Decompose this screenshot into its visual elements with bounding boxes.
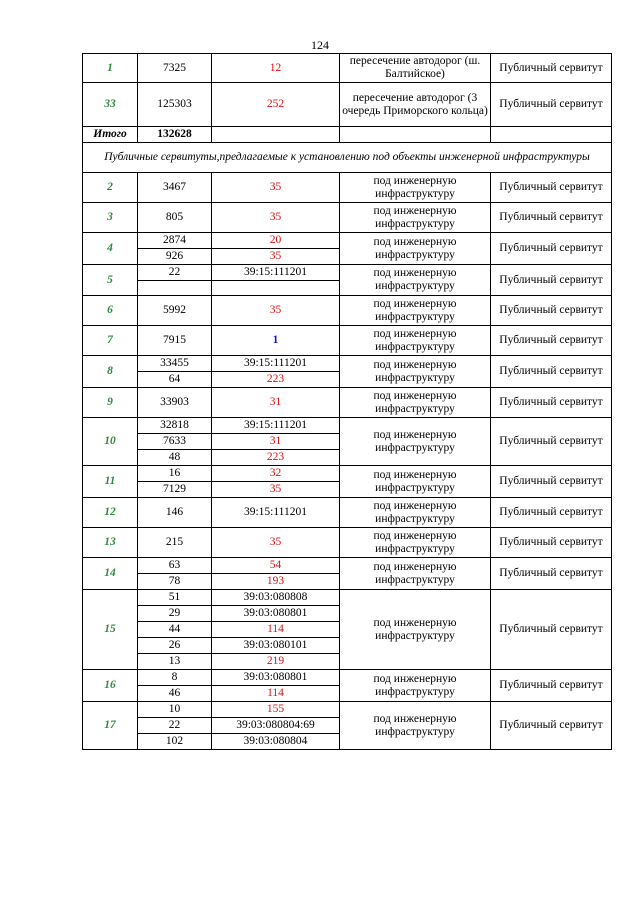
total-value: 132628 bbox=[138, 127, 212, 143]
empty-cell bbox=[212, 127, 340, 143]
usage-cell: под инженерную инфраструктуру bbox=[340, 702, 491, 750]
cadastral-cell: 54 bbox=[212, 558, 340, 574]
section-row bbox=[83, 143, 612, 173]
usage-cell: пересечение автодорог (3 очередь Приморского кольца) bbox=[340, 83, 491, 127]
table-row bbox=[83, 326, 612, 356]
usage-cell: под инженерную инфраструктуру bbox=[340, 590, 491, 670]
table-row bbox=[83, 702, 612, 718]
usage-cell: под инженерную инфраструктуру bbox=[340, 528, 491, 558]
row-number: 2 bbox=[83, 173, 138, 203]
cadastral-cell: 39:03:080804 bbox=[212, 734, 340, 750]
cadastral-cell: 193 bbox=[212, 574, 340, 590]
area-cell: 125303 bbox=[138, 83, 212, 127]
cadastral-cell: 20 bbox=[212, 233, 340, 249]
area-cell: 78 bbox=[138, 574, 212, 590]
cadastral-cell: 223 bbox=[212, 372, 340, 388]
area-cell: 2874 bbox=[138, 233, 212, 249]
type-cell: Публичный сервитут bbox=[491, 173, 612, 203]
area-cell: 22 bbox=[138, 718, 212, 734]
usage-cell: под инженерную инфраструктуру bbox=[340, 558, 491, 590]
cadastral-cell: 31 bbox=[212, 388, 340, 418]
area-cell: 26 bbox=[138, 638, 212, 654]
cadastral-cell: 39:15:111201 bbox=[212, 498, 340, 528]
type-cell: Публичный сервитут bbox=[491, 558, 612, 590]
type-cell: Публичный сервитут bbox=[491, 528, 612, 558]
area-cell: 63 bbox=[138, 558, 212, 574]
type-cell: Публичный сервитут bbox=[491, 590, 612, 670]
area-cell: 3467 bbox=[138, 173, 212, 203]
table-row bbox=[83, 233, 612, 249]
table-row bbox=[83, 203, 612, 233]
table-row bbox=[83, 296, 612, 326]
area-cell: 29 bbox=[138, 606, 212, 622]
type-cell: Публичный сервитут bbox=[491, 203, 612, 233]
usage-cell: под инженерную инфраструктуру bbox=[340, 326, 491, 356]
usage-cell: под инженерную инфраструктуру bbox=[340, 670, 491, 702]
area-cell: 16 bbox=[138, 466, 212, 482]
usage-cell: пересечение автодорог (ш. Балтийское) bbox=[340, 54, 491, 83]
type-cell: Публичный сервитут bbox=[491, 54, 612, 83]
type-cell: Публичный сервитут bbox=[491, 670, 612, 702]
row-number: 7 bbox=[83, 326, 138, 356]
row-number: 4 bbox=[83, 233, 138, 265]
table-row bbox=[83, 590, 612, 606]
table-row bbox=[83, 418, 612, 434]
cadastral-cell: 39:15:111201 bbox=[212, 418, 340, 434]
cadastral-cell: 39:03:080804:69 bbox=[212, 718, 340, 734]
cadastral-cell: 252 bbox=[212, 83, 340, 127]
type-cell: Публичный сервитут bbox=[491, 498, 612, 528]
area-cell: 33903 bbox=[138, 388, 212, 418]
type-cell: Публичный сервитут bbox=[491, 83, 612, 127]
area-cell bbox=[138, 281, 212, 296]
area-cell: 32818 bbox=[138, 418, 212, 434]
type-cell: Публичный сервитут bbox=[491, 466, 612, 498]
cadastral-cell: 35 bbox=[212, 482, 340, 498]
row-number: 5 bbox=[83, 265, 138, 296]
total-label: Итого bbox=[83, 127, 138, 143]
area-cell: 146 bbox=[138, 498, 212, 528]
cadastral-cell: 39:15:111201 bbox=[212, 265, 340, 281]
empty-cell bbox=[491, 127, 612, 143]
cadastral-cell: 35 bbox=[212, 203, 340, 233]
row-number: 9 bbox=[83, 388, 138, 418]
area-cell: 8 bbox=[138, 670, 212, 686]
area-cell: 5992 bbox=[138, 296, 212, 326]
row-number: 10 bbox=[83, 418, 138, 466]
cadastral-cell: 155 bbox=[212, 702, 340, 718]
cadastral-cell: 35 bbox=[212, 528, 340, 558]
type-cell: Публичный сервитут bbox=[491, 388, 612, 418]
type-cell: Публичный сервитут bbox=[491, 702, 612, 750]
cadastral-cell: 39:03:080101 bbox=[212, 638, 340, 654]
usage-cell: под инженерную инфраструктуру bbox=[340, 498, 491, 528]
row-number: 17 bbox=[83, 702, 138, 750]
cadastral-cell: 12 bbox=[212, 54, 340, 83]
cadastral-cell: 223 bbox=[212, 450, 340, 466]
cadastral-cell: 39:15:111201 bbox=[212, 356, 340, 372]
cadastral-cell: 114 bbox=[212, 622, 340, 638]
area-cell: 805 bbox=[138, 203, 212, 233]
cadastral-cell: 39:03:080801 bbox=[212, 670, 340, 686]
cadastral-cell bbox=[212, 281, 340, 296]
row-number: 3 bbox=[83, 203, 138, 233]
area-cell: 215 bbox=[138, 528, 212, 558]
area-cell: 48 bbox=[138, 450, 212, 466]
cadastral-cell: 35 bbox=[212, 249, 340, 265]
area-cell: 46 bbox=[138, 686, 212, 702]
table-row bbox=[83, 54, 612, 83]
area-cell: 926 bbox=[138, 249, 212, 265]
cadastral-cell: 35 bbox=[212, 296, 340, 326]
row-number: 14 bbox=[83, 558, 138, 590]
area-cell: 7915 bbox=[138, 326, 212, 356]
area-cell: 44 bbox=[138, 622, 212, 638]
empty-cell bbox=[340, 127, 491, 143]
cadastral-cell: 31 bbox=[212, 434, 340, 450]
area-cell: 10 bbox=[138, 702, 212, 718]
row-number: 6 bbox=[83, 296, 138, 326]
row-number: 33 bbox=[83, 83, 138, 127]
table-row bbox=[83, 466, 612, 482]
usage-cell: под инженерную инфраструктуру bbox=[340, 388, 491, 418]
usage-cell: под инженерную инфраструктуру bbox=[340, 466, 491, 498]
area-cell: 7633 bbox=[138, 434, 212, 450]
cadastral-cell: 39:03:080801 bbox=[212, 606, 340, 622]
cadastral-cell: 32 bbox=[212, 466, 340, 482]
row-number: 13 bbox=[83, 528, 138, 558]
table-row bbox=[83, 173, 612, 203]
area-cell: 13 bbox=[138, 654, 212, 670]
table-row bbox=[83, 528, 612, 558]
type-cell: Публичный сервитут bbox=[491, 265, 612, 296]
usage-cell: под инженерную инфраструктуру bbox=[340, 203, 491, 233]
usage-cell: под инженерную инфраструктуру bbox=[340, 356, 491, 388]
type-cell: Публичный сервитут bbox=[491, 233, 612, 265]
page-number: 124 bbox=[311, 38, 329, 52]
cadastral-cell: 35 bbox=[212, 173, 340, 203]
area-cell: 7325 bbox=[138, 54, 212, 83]
usage-cell: под инженерную инфраструктуру bbox=[340, 296, 491, 326]
table-row bbox=[83, 388, 612, 418]
cadastral-cell: 114 bbox=[212, 686, 340, 702]
area-cell: 7129 bbox=[138, 482, 212, 498]
usage-cell: под инженерную инфраструктуру bbox=[340, 418, 491, 466]
table-row bbox=[83, 83, 612, 127]
usage-cell: под инженерную инфраструктуру bbox=[340, 173, 491, 203]
cadastral-cell: 39:03:080808 bbox=[212, 590, 340, 606]
total-row bbox=[83, 127, 612, 143]
type-cell: Публичный сервитут bbox=[491, 296, 612, 326]
table-row bbox=[83, 265, 612, 281]
area-cell: 33455 bbox=[138, 356, 212, 372]
area-cell: 22 bbox=[138, 265, 212, 281]
area-cell: 51 bbox=[138, 590, 212, 606]
servitude-table bbox=[82, 53, 612, 750]
type-cell: Публичный сервитут bbox=[491, 356, 612, 388]
cadastral-cell: 219 bbox=[212, 654, 340, 670]
row-number: 12 bbox=[83, 498, 138, 528]
type-cell: Публичный сервитут bbox=[491, 418, 612, 466]
row-number: 16 bbox=[83, 670, 138, 702]
row-number: 11 bbox=[83, 466, 138, 498]
row-number: 15 bbox=[83, 590, 138, 670]
area-cell: 64 bbox=[138, 372, 212, 388]
usage-cell: под инженерную инфраструктуру bbox=[340, 265, 491, 296]
table-row bbox=[83, 498, 612, 528]
area-cell: 102 bbox=[138, 734, 212, 750]
table-row bbox=[83, 670, 612, 686]
table-row bbox=[83, 356, 612, 372]
cadastral-cell: 1 bbox=[212, 326, 340, 356]
section-title: Публичные сервитуты,предлагаемые к установлению под объекты инженерной инфраструктуры bbox=[83, 143, 612, 173]
usage-cell: под инженерную инфраструктуру bbox=[340, 233, 491, 265]
row-number: 1 bbox=[83, 54, 138, 83]
type-cell: Публичный сервитут bbox=[491, 326, 612, 356]
table-row bbox=[83, 558, 612, 574]
row-number: 8 bbox=[83, 356, 138, 388]
